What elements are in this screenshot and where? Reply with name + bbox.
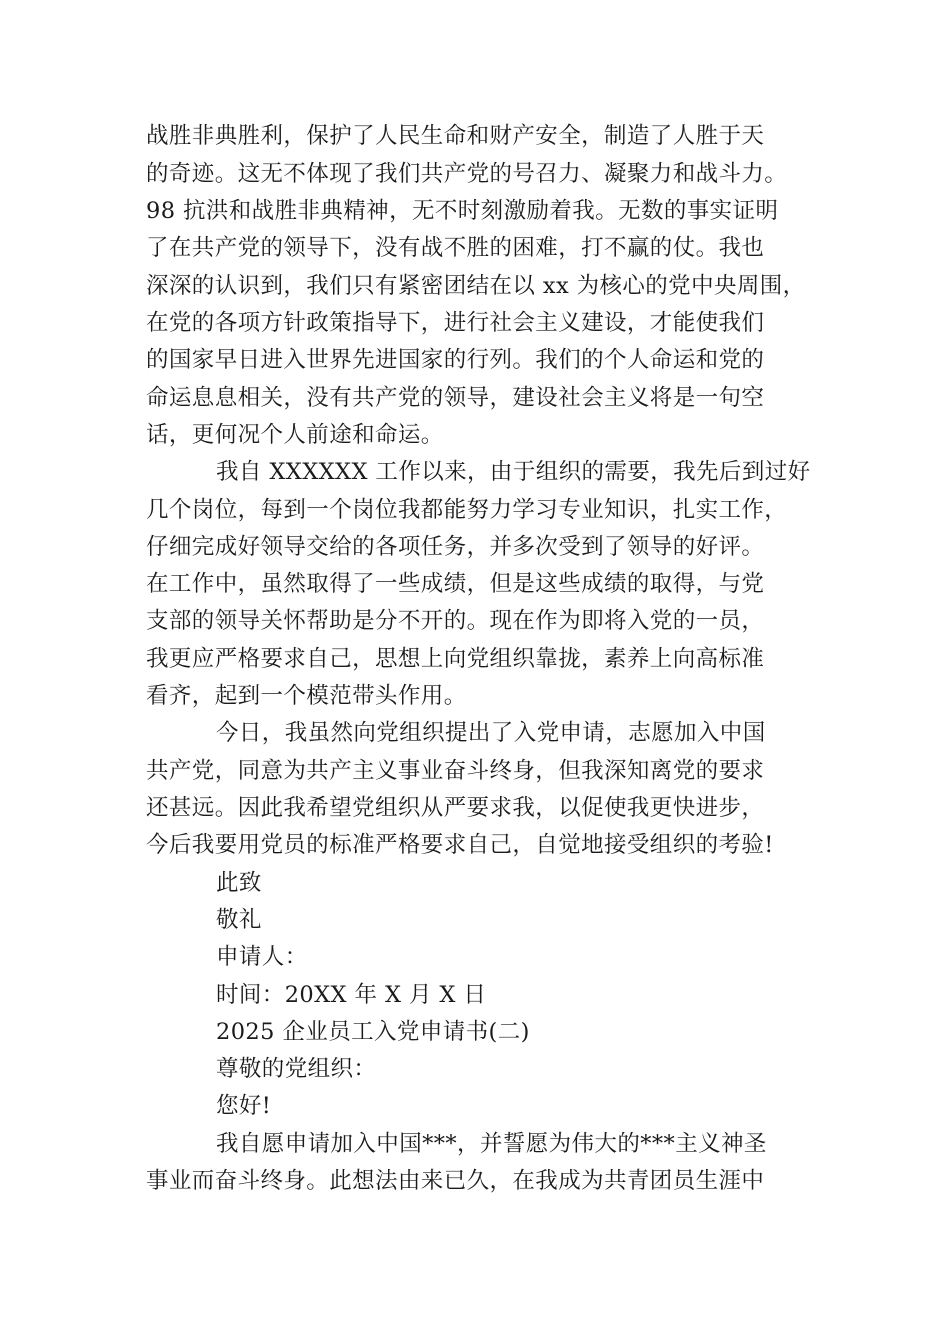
body-text-line: 事业而奋斗终身。此想法由来已久，在我成为共青团员生涯中 — [146, 1168, 765, 1194]
closing-regards: 敬礼 — [216, 907, 262, 933]
body-text-line: 共产党，同意为共产主义事业奋斗终身，但我深知离党的要求 — [146, 758, 765, 784]
greeting-hello: 您好! — [216, 1093, 272, 1119]
paragraph-start-line: 我自愿申请加入中国***，并誓愿为伟大的***主义神圣 — [216, 1131, 767, 1157]
body-text-line: 我更应严格要求自己，思想上向党组织靠拢，素养上向高标准 — [146, 646, 765, 672]
body-text-line: 几个岗位，每到一个岗位我都能努力学习专业知识，扎实工作， — [146, 497, 788, 523]
greeting-recipient: 尊敬的党组织： — [216, 1056, 377, 1082]
body-text-line: 还甚远。因此我希望党组织从严要求我，以促使我更快进步， — [146, 795, 765, 821]
body-text-line: 98 抗洪和战胜非典精神，无不时刻激励着我。无数的事实证明 — [146, 198, 779, 224]
paragraph-start-line: 我自 XXXXXX 工作以来，由于组织的需要，我先后到过好 — [216, 459, 811, 485]
body-text-line: 深深的认识到，我们只有紧密团结在以 xx 为核心的党中央周围， — [146, 273, 806, 299]
body-text-line: 了在共产党的领导下，没有战不胜的困难，打不赢的仗。我也 — [146, 235, 765, 261]
date-line: 时间：20XX 年 X 月 X 日 — [216, 982, 487, 1008]
closing-salutation: 此致 — [216, 870, 262, 896]
body-text-line: 在工作中，虽然取得了一些成绩，但是这些成绩的取得，与党 — [146, 571, 765, 597]
body-text-line: 战胜非典胜利，保护了人民生命和财产安全，制造了人胜于天 — [146, 123, 765, 149]
body-text-line: 的奇迹。这无不体现了我们共产党的号召力、凝聚力和战斗力。 — [146, 161, 788, 187]
body-text-line: 仔细完成好领导交给的各项任务，并多次受到了领导的好评。 — [146, 534, 765, 560]
body-text-line: 支部的领导关怀帮助是分不开的。现在作为即将入党的一员， — [146, 608, 765, 634]
section-title: 2025 企业员工入党申请书(二) — [216, 1019, 530, 1045]
body-text-line: 话，更何况个人前途和命运。 — [146, 422, 444, 448]
body-text-line: 看齐，起到一个模范带头作用。 — [146, 683, 467, 709]
body-text-line: 的国家早日进入世界先进国家的行列。我们的个人命运和党的 — [146, 347, 765, 373]
body-text-line: 在党的各项方针政策指导下，进行社会主义建设，才能使我们 — [146, 310, 765, 336]
paragraph-start-line: 今日，我虽然向党组织提出了入党申请，志愿加入中国 — [216, 720, 766, 746]
body-text-line: 今后我要用党员的标准严格要求自己，自觉地接受组织的考验! — [146, 832, 774, 858]
applicant-label: 申请人： — [216, 944, 308, 970]
body-text-line: 命运息息相关，没有共产党的领导，建设社会主义将是一句空 — [146, 385, 765, 411]
